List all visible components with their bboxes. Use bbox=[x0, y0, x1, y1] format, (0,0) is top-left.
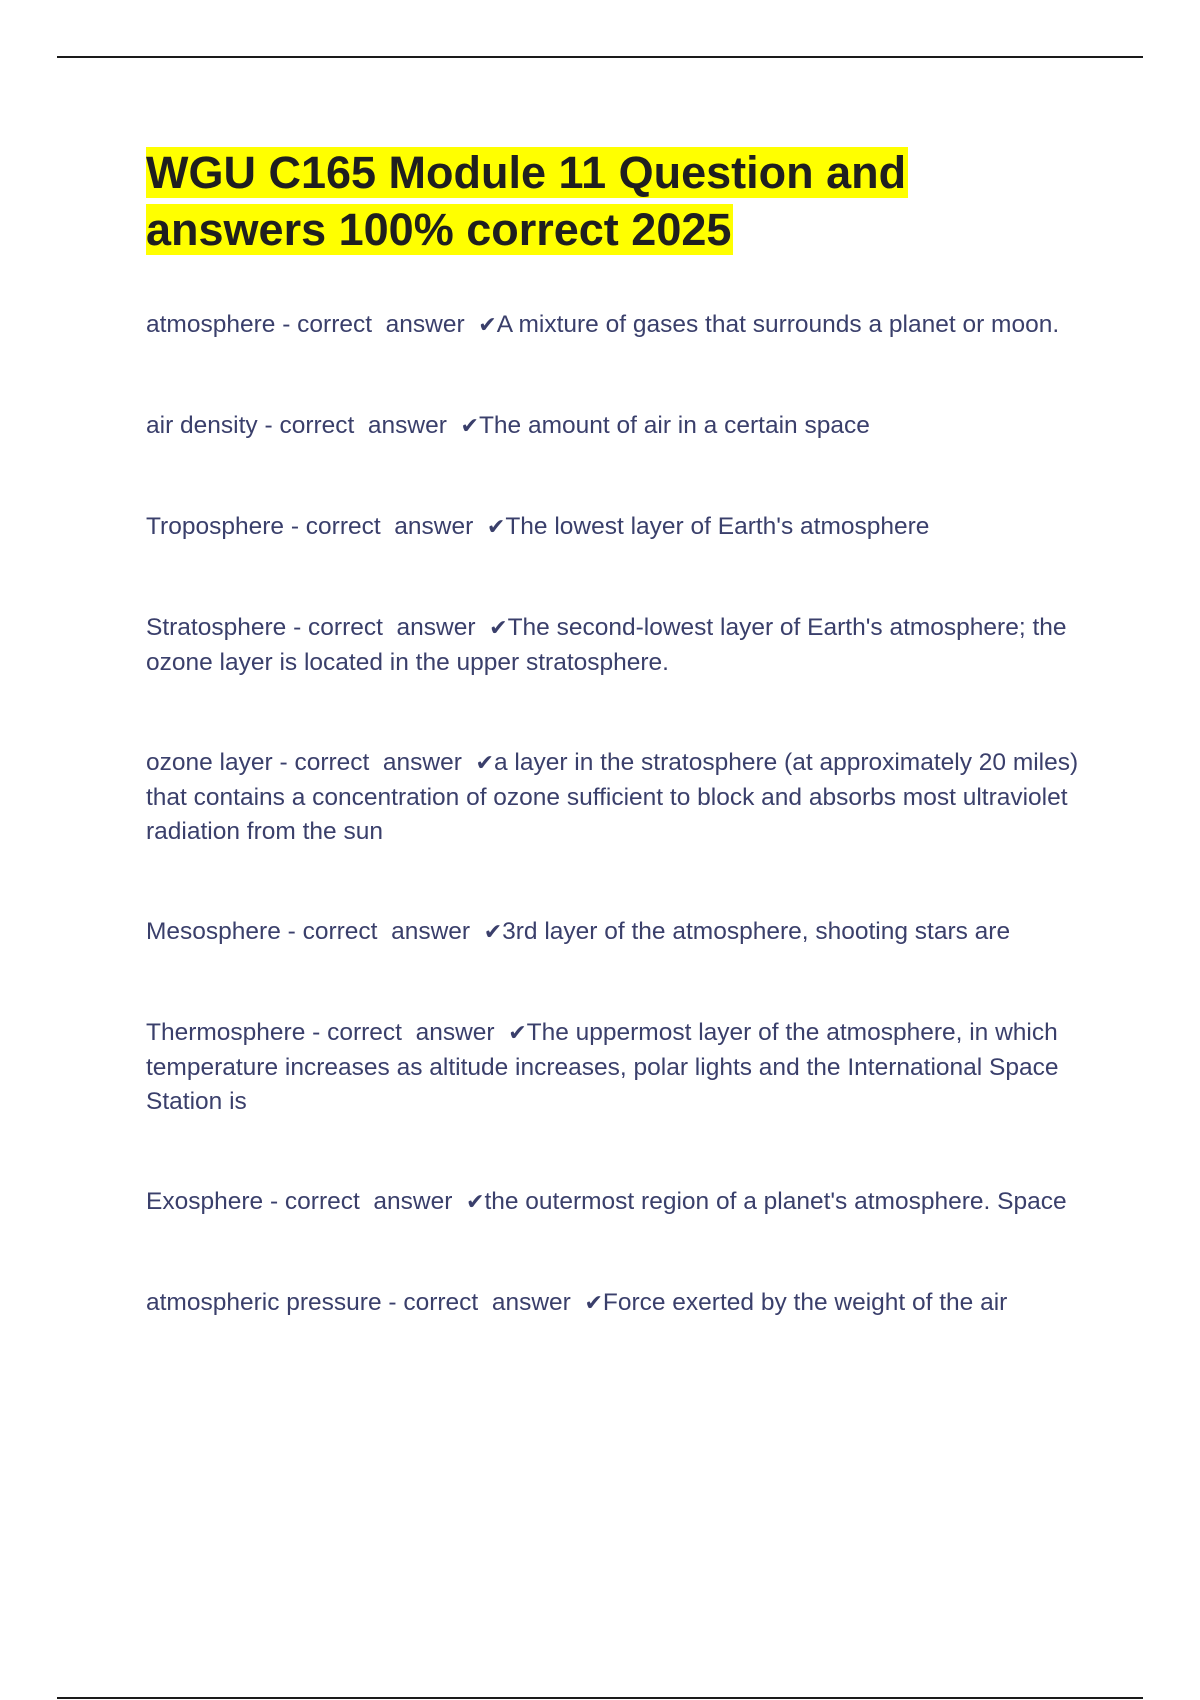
entry-definition: a layer in the stratosphere (at approximately 20 miles) that contains a concentration of ozone sufficient to block and absorbs most ultraviolet radiation from the sun bbox=[146, 749, 1079, 845]
entry-separator: - correct answer bbox=[275, 311, 479, 338]
entry-term: ozone layer bbox=[146, 749, 273, 776]
entry-definition: the outermost region of a planet's atmosphere. Space bbox=[484, 1188, 1067, 1215]
qa-entry bbox=[146, 746, 1091, 849]
entry-separator: - correct answer bbox=[280, 918, 484, 945]
check-mark-icon: ✔ bbox=[460, 414, 479, 439]
entry-term: Troposphere bbox=[146, 513, 285, 540]
qa-entry bbox=[146, 409, 1091, 444]
check-mark-icon: ✔ bbox=[584, 1291, 603, 1316]
entry-separator: - correct answer bbox=[272, 749, 476, 776]
check-mark-icon: ✔ bbox=[478, 313, 497, 338]
entry-definition: A mixture of gases that surrounds a planet or moon. bbox=[496, 311, 1060, 338]
entry-term: Thermosphere bbox=[146, 1019, 306, 1046]
document-body bbox=[146, 144, 1091, 1387]
entry-separator: - correct answer bbox=[257, 412, 461, 439]
entry-definition: 3rd layer of the atmosphere, shooting stars are bbox=[502, 918, 1011, 945]
check-mark-icon: ✔ bbox=[486, 515, 506, 540]
entry-term: Mesosphere bbox=[146, 918, 281, 945]
footer-rule bbox=[57, 1697, 1143, 1699]
entry-term: air density bbox=[146, 412, 258, 439]
qa-entry bbox=[146, 510, 1091, 545]
entry-definition: Force exerted by the weight of the air bbox=[602, 1289, 1008, 1316]
header-rule bbox=[57, 56, 1143, 58]
document-title bbox=[146, 144, 1091, 258]
entry-separator: - correct answer bbox=[381, 1289, 585, 1316]
entry-definition: The second-lowest layer of Earth's atmosphere; the ozone layer is located in the upper stratosphere. bbox=[146, 614, 1067, 676]
entry-term: atmospheric pressure bbox=[146, 1289, 382, 1316]
entry-definition: The uppermost layer of the atmosphere, in which temperature increases as altitude increases, polar lights and the International Space Station is bbox=[146, 1019, 1059, 1115]
entry-separator: - correct answer bbox=[263, 1188, 466, 1215]
qa-entry bbox=[146, 1185, 1091, 1220]
entry-definition: The amount of air in a certain space bbox=[478, 412, 870, 439]
entry-term: Stratosphere bbox=[146, 614, 287, 641]
qa-list bbox=[146, 308, 1091, 1321]
entry-term: Exosphere bbox=[146, 1188, 264, 1215]
entry-term: atmosphere bbox=[146, 311, 276, 338]
entry-separator: - correct answer bbox=[286, 614, 490, 641]
check-mark-icon: ✔ bbox=[508, 1021, 527, 1046]
check-mark-icon: ✔ bbox=[489, 616, 508, 641]
entry-definition: The lowest layer of Earth's atmosphere bbox=[505, 513, 930, 540]
entry-separator: - correct answer bbox=[305, 1019, 509, 1046]
check-mark-icon: ✔ bbox=[483, 920, 503, 945]
qa-entry bbox=[146, 1286, 1091, 1321]
qa-entry bbox=[146, 308, 1091, 343]
qa-entry bbox=[146, 1016, 1091, 1119]
entry-separator: - correct answer bbox=[284, 513, 487, 540]
check-mark-icon: ✔ bbox=[475, 751, 494, 776]
check-mark-icon: ✔ bbox=[466, 1190, 485, 1215]
title-highlight: WGU C165 Module 11 Question and answers 100% correct 2025 bbox=[146, 147, 907, 255]
qa-entry bbox=[146, 915, 1091, 950]
qa-entry bbox=[146, 611, 1091, 680]
